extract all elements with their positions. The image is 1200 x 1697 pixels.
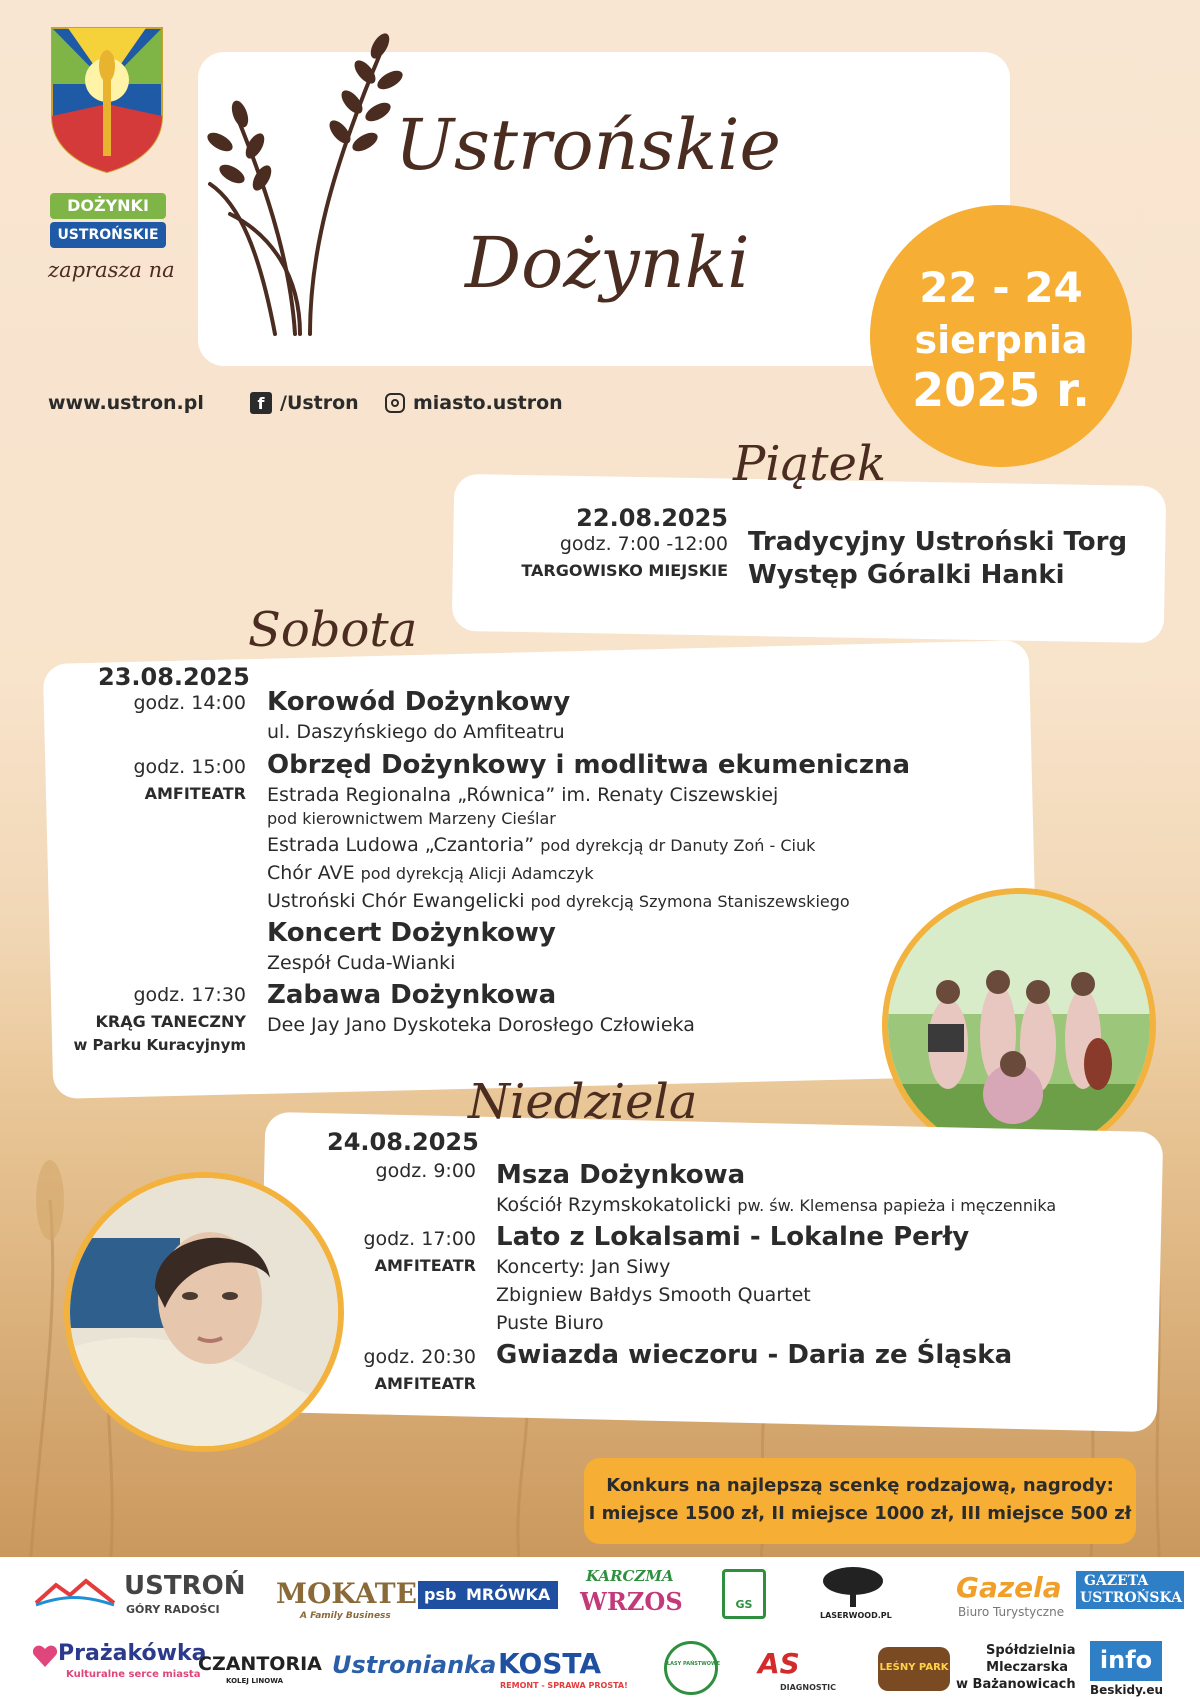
sunday-heading: Niedziela xyxy=(468,1074,698,1130)
badge-dozynki: DOŻYNKI xyxy=(50,193,166,219)
sponsor-gazeta-1: GAZETA xyxy=(1084,1573,1149,1589)
saturday-event-4: Zabawa Dożynkowa xyxy=(267,980,557,1010)
church-name: Kościół Rzymskokatolicki xyxy=(496,1194,732,1216)
saturday-place-4a: KRĄG TANECZNY xyxy=(95,1012,246,1031)
sponsor-gazela-sub: Biuro Turystyczne xyxy=(958,1605,1065,1619)
sunday-event-2: Lato z Lokalsami - Lokalne Perły xyxy=(496,1222,970,1252)
date-month: sierpnia xyxy=(914,318,1088,362)
saturday-event-2-performer-1-note: pod kierownictwem Marzeny Cieślar xyxy=(267,809,556,828)
sponsor-lasy: LASY PAŃSTWOWE xyxy=(667,1661,720,1667)
facebook-text: /Ustron xyxy=(280,392,359,414)
sponsor-ustron-sub: GÓRY RADOŚCI xyxy=(126,1603,220,1616)
saturday-place-4b: w Parku Kuracyjnym xyxy=(73,1036,246,1054)
sponsor-as: AS xyxy=(758,1647,800,1680)
sponsor-mrowka: MRÓWKA xyxy=(466,1585,551,1604)
friday-time: godz. 7:00 -12:00 xyxy=(559,533,728,555)
sunday-place-3: AMFITEATR xyxy=(374,1374,476,1393)
sponsor-beskidy: Beskidy.eu xyxy=(1090,1683,1164,1697)
saturday-event-1: Korowód Dożynkowy xyxy=(267,687,571,717)
band-photo xyxy=(882,888,1156,1162)
friday-event-2: Występ Góralki Hanki xyxy=(748,560,1065,590)
title-line-1: Ustrońskie xyxy=(395,104,781,186)
sponsor-psb: psb xyxy=(424,1585,457,1604)
website-text: www.ustron.pl xyxy=(48,392,204,414)
contest-line-1: Konkurs na najlepszą scenkę rodzajową, nagrody: xyxy=(606,1475,1114,1496)
saturday-place-2: AMFITEATR xyxy=(144,784,246,803)
saturday-event-2-performer-3 xyxy=(267,862,594,884)
date-year: 2025 r. xyxy=(912,363,1090,417)
sunday-event-1: Msza Dożynkowa xyxy=(496,1160,746,1190)
saturday-heading: Sobota xyxy=(248,602,418,658)
sponsor-gazela: Gazela xyxy=(956,1571,1062,1604)
dj-name: Dee Jay Jano xyxy=(267,1014,387,1036)
friday-card xyxy=(452,474,1167,643)
performer-2-note: pod dyrekcją dr Danuty Zoń - Ciuk xyxy=(540,836,816,855)
date-range: 22 - 24 xyxy=(919,263,1083,312)
friday-place: TARGOWISKO MIEJSKIE xyxy=(521,561,728,580)
saturday-event-1-route: ul. Daszyńskiego do Amfiteatru xyxy=(267,721,565,743)
sponsor-prazakowka-sub: Kulturalne serce miasta xyxy=(66,1669,201,1680)
sunday-time-3: godz. 20:30 xyxy=(363,1346,476,1368)
saturday-event-4-sub xyxy=(267,1014,695,1036)
sponsor-lesny-park-logo xyxy=(878,1647,950,1691)
friday-event-1: Tradycyjny Ustroński Torg xyxy=(748,527,1128,557)
contest-banner xyxy=(584,1458,1136,1544)
coat-of-arms-logo xyxy=(48,24,166,174)
sponsor-gs-logo xyxy=(722,1569,766,1619)
saturday-event-2-performer-2 xyxy=(267,834,815,856)
saturday-time-2: godz. 15:00 xyxy=(133,756,246,778)
sunday-time-2: godz. 17:00 xyxy=(363,1228,476,1250)
saturday-time-1: godz. 14:00 xyxy=(133,692,246,714)
sponsor-mokate-sub: A Family Business xyxy=(300,1611,391,1621)
contest-line-2: I miejsce 1500 zł, II miejsce 1000 zł, III miejsce 500 zł xyxy=(588,1503,1132,1524)
friday-date: 22.08.2025 xyxy=(576,504,728,532)
sunday-place-2: AMFITEATR xyxy=(374,1256,476,1275)
saturday-time-4: godz. 17:30 xyxy=(133,984,246,1006)
performer-4-note: pod dyrekcją Szymona Staniszewskiego xyxy=(530,892,850,911)
sunday-event-2-concert-1: Koncerty: Jan Siwy xyxy=(496,1256,671,1278)
heart-icon xyxy=(32,1643,58,1669)
dj-event-name: Dyskoteka Dorosłego Człowieka xyxy=(392,1014,695,1036)
sponsor-kosta-sub: REMONT - SPRAWA PROSTA! xyxy=(500,1681,628,1690)
sponsor-psb-mrowka xyxy=(418,1581,558,1609)
sponsor-lesny-park: LEŚNY PARK xyxy=(879,1662,949,1673)
performer-3-name: Chór AVE xyxy=(267,862,355,884)
saturday-date: 23.08.2025 xyxy=(98,663,250,691)
sponsor-laserwood: LASERWOOD.PL xyxy=(820,1611,892,1620)
facebook-icon: f xyxy=(250,392,272,414)
instagram-icon xyxy=(385,393,405,413)
church-dedication: pw. św. Klemensa papieża i męczennika xyxy=(737,1196,1057,1215)
sunday-event-2-concert-3: Puste Biuro xyxy=(496,1312,604,1334)
sponsors-bar xyxy=(0,1557,1200,1697)
sponsor-spoldzielnia-2: Mleczarska xyxy=(986,1660,1068,1675)
title-line-2: Dożynki xyxy=(465,222,750,304)
sponsor-kosta: KOSTA xyxy=(498,1647,602,1680)
instagram-link[interactable] xyxy=(385,392,563,414)
website-link[interactable] xyxy=(48,392,204,414)
performer-4-name: Ustroński Chór Ewangelicki xyxy=(267,890,525,912)
facebook-link[interactable] xyxy=(250,392,359,414)
instagram-text: miasto.ustron xyxy=(413,392,563,414)
wheat-ear-illustration xyxy=(200,14,410,344)
badge-ustronskie: USTROŃSKIE xyxy=(50,222,166,248)
sponsor-gazeta-ustronska xyxy=(1076,1571,1184,1609)
sponsor-gazeta-2: USTROŃSKA xyxy=(1080,1590,1182,1606)
friday-heading: Piątek xyxy=(733,436,887,492)
sponsor-as-sub: DIAGNOSTIC xyxy=(780,1683,836,1692)
sponsor-spoldzielnia-1: Spółdzielnia xyxy=(986,1643,1076,1658)
sunday-event-1-place xyxy=(496,1194,1056,1216)
sunday-event-2-concert-2: Zbigniew Bałdys Smooth Quartet xyxy=(496,1284,811,1306)
sponsor-gs: GS xyxy=(735,1598,753,1611)
tree-icon xyxy=(820,1565,886,1609)
sponsor-spoldzielnia-3: w Bażanowicach xyxy=(956,1677,1076,1692)
sponsor-info-logo xyxy=(1090,1641,1162,1681)
sponsor-ustronianka: Ustronianka xyxy=(332,1651,497,1679)
saturday-event-2: Obrzęd Dożynkowy i modlitwa ekumeniczna xyxy=(267,750,911,780)
sponsor-karczma: KARCZMA xyxy=(586,1567,674,1585)
sponsor-czantoria: CZANTORIA xyxy=(198,1653,322,1675)
date-badge xyxy=(870,205,1132,467)
sponsor-czantoria-sub: KOLEJ LINOWA xyxy=(226,1677,284,1685)
saturday-event-3-band: Zespół Cuda-Wianki xyxy=(267,952,456,974)
saturday-event-2-performer-4 xyxy=(267,890,850,912)
sponsor-wrzos: WRZOS xyxy=(580,1587,683,1616)
sunday-event-3: Gwiazda wieczoru - Daria ze Śląska xyxy=(496,1340,1013,1370)
invite-text: zaprasza na xyxy=(48,258,175,282)
performer-3-note: pod dyrekcją Alicji Adamczyk xyxy=(360,864,594,883)
sponsor-ustron: USTROŃ xyxy=(124,1571,246,1601)
singer-photo xyxy=(64,1172,344,1452)
sponsor-info: info xyxy=(1099,1646,1153,1674)
saturday-event-2-performer-1: Estrada Regionalna „Równica” im. Renaty Ciszewskiej xyxy=(267,784,779,806)
sponsor-mokate: MOKATE xyxy=(276,1577,417,1610)
sponsor-lasy-logo xyxy=(664,1641,718,1695)
sponsor-prazakowka: Prażakówka xyxy=(58,1641,207,1666)
ustron-mountains-icon xyxy=(34,1577,116,1607)
sunday-date: 24.08.2025 xyxy=(327,1128,479,1156)
performer-2-name: Estrada Ludowa „Czantoria” xyxy=(267,834,535,856)
saturday-event-3: Koncert Dożynkowy xyxy=(267,918,556,948)
sunday-time-1: godz. 9:00 xyxy=(375,1160,476,1182)
